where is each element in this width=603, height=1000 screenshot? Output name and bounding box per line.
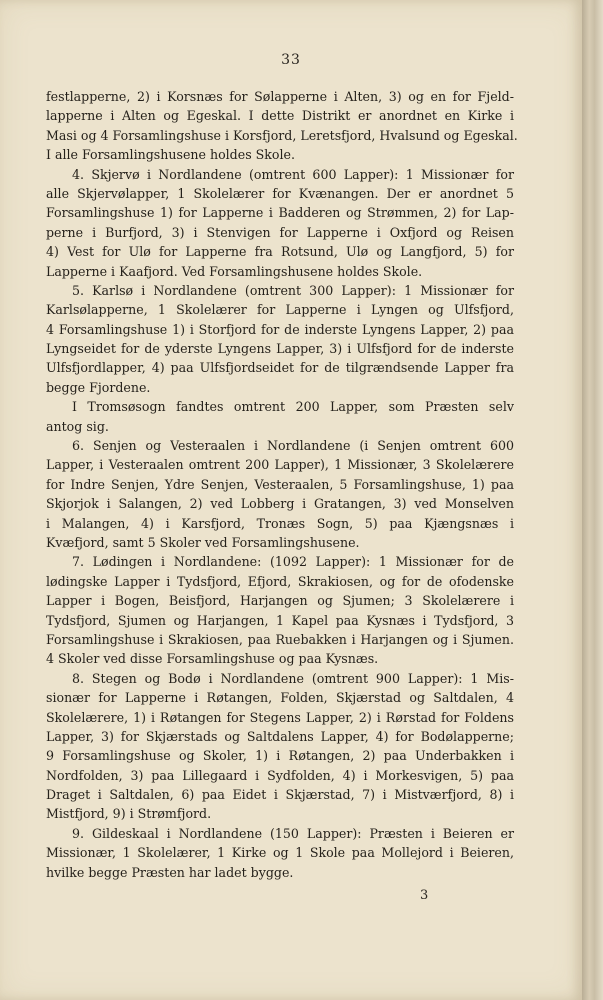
text-line: Mistfjord, 9) i Strømfjord.: [46, 806, 212, 822]
text-line: Lapper, i Vesteraalen omtrent 200 Lapper), 1 Missionær, 3 Skolelærere: [46, 457, 514, 473]
text-line: begge Fjordene.: [46, 379, 151, 395]
text-line: Lapperne i Kaafjord. Ved Forsamlingshusene holdes Skole.: [46, 263, 423, 279]
text-line: antog sig.: [46, 418, 109, 434]
text-line: Ulfsfjordlapper, 4) paa Ulfsfjordseidet for de tilgrændsende Lapper fra: [46, 360, 514, 376]
text-line: 7. Lødingen i Nordlandene: (1092 Lapper): 1 Missionær for de: [72, 554, 514, 570]
book-gutter: [582, 0, 603, 1000]
text-line: 6. Senjen og Vesteraalen i Nordlandene (i Senjen omtrent 600: [72, 438, 514, 454]
text-line: I Tromsøsogn fandtes omtrent 200 Lapper, som Præsten selv: [72, 399, 514, 415]
text-line: hvilke begge Præsten har ladet bygge.: [46, 864, 294, 880]
text-line: 8. Stegen og Bodø i Nordlandene (omtrent 900 Lapper): 1 Mis-: [72, 670, 514, 686]
text-line: alle Skjervølapper, 1 Skolelærer for Kvænangen. Der er anordnet 5: [46, 185, 514, 201]
text-line: Forsamlingshuse i Skrakiosen, paa Ruebakken i Harjangen og i Sjumen.: [46, 631, 514, 647]
text-line: festlapperne, 2) i Korsnæs for Sølapperne i Alten, 3) og en for Fjeld-: [46, 89, 514, 104]
text-line: Tydsfjord, Sjumen og Harjangen, 1 Kapel paa Kysnæs i Tydsfjord, 3: [46, 612, 514, 628]
text-line: sionær for Lapperne i Røtangen, Folden, Skjærstad og Saltdalen, 4: [46, 690, 514, 706]
text-line: Masi og 4 Forsamlingshuse i Korsfjord, Leretsfjord, Hvalsund og Egeskal.: [46, 127, 518, 143]
text-line: Kvæfjord, samt 5 Skoler ved Forsamlingshusene.: [46, 534, 360, 550]
text-line: 4. Skjervø i Nordlandene (omtrent 600 Lapper): 1 Missionær for: [72, 166, 514, 182]
text-line: lødingske Lapper i Tydsfjord, Efjord, Skrakiosen, og for de ofodenske: [46, 573, 514, 589]
text-line: lapperne i Alten og Egeskal. I dette Distrikt er anordnet en Kirke i: [46, 108, 514, 124]
text-line: perne i Burfjord, 3) i Stenvigen for Lapperne i Oxfjord og Reisen: [46, 224, 514, 240]
text-line: i Malangen, 4) i Karsfjord, Tronæs Sogn, 5) paa Kjængsnæs i: [46, 515, 514, 531]
text-line: 4 Forsamlingshuse 1) i Storfjord for de inderste Lyngens Lapper, 2) paa: [46, 321, 514, 337]
text-line: Draget i Saltdalen, 6) paa Eidet i Skjærstad, 7) i Mistværfjord, 8) i: [46, 787, 514, 803]
text-line: Lapper i Bogen, Beisfjord, Harjangen og Sjumen; 3 Skolelærere i: [46, 593, 514, 609]
text-line: Missionær, 1 Skolelærer, 1 Kirke og 1 Skole paa Mollejord i Beieren,: [46, 845, 514, 861]
text-line: Karlsølapperne, 1 Skolelærer for Lapperne i Lyngen og Ulfsfjord,: [46, 302, 514, 318]
text-line: 5. Karlsø i Nordlandene (omtrent 300 Lapper): 1 Missionær for: [72, 282, 514, 298]
text-line: Lapper, 3) for Skjærstads og Saltdalens Lapper, 4) for Bodølapperne;: [46, 728, 514, 744]
text-line: for Indre Senjen, Ydre Senjen, Vesteraalen, 5 Forsamlingshuse, 1) paa: [46, 476, 514, 492]
text-line: Skjorjok i Salangen, 2) ved Lobberg i Gratangen, 3) ved Monselven: [46, 496, 514, 512]
text-line: 4) Vest for Ulø for Lapperne fra Rotsund, Ulø og Langfjord, 5) for: [46, 244, 514, 260]
text-line: Forsamlingshuse 1) for Lapperne i Badderen og Strømmen, 2) for Lap-: [46, 205, 514, 221]
text-line: 9. Gildeskaal i Nordlandene (150 Lapper): Præsten i Beieren er: [72, 825, 514, 841]
text-line: Skolelærere, 1) i Røtangen for Stegens Lapper, 2) i Rørstad for Foldens: [46, 709, 514, 725]
text-line: I alle Forsamlingshusene holdes Skole.: [46, 147, 295, 163]
signature-mark: 3: [420, 888, 429, 903]
body-text: [46, 87, 518, 882]
text-line: 4 Skoler ved disse Forsamlingshuse og paa Kysnæs.: [46, 651, 379, 667]
text-line: Nordfolden, 3) paa Lillegaard i Sydfolden, 4) i Morkesvigen, 5) paa: [46, 767, 514, 783]
text-line: 9 Forsamlingshuse og Skoler, 1) i Røtangen, 2) paa Underbakken i: [46, 748, 514, 764]
text-line: Lyngseidet for de yderste Lyngens Lapper, 3) i Ulfsfjord for de inderste: [46, 341, 514, 357]
page-number: 33: [281, 52, 301, 68]
